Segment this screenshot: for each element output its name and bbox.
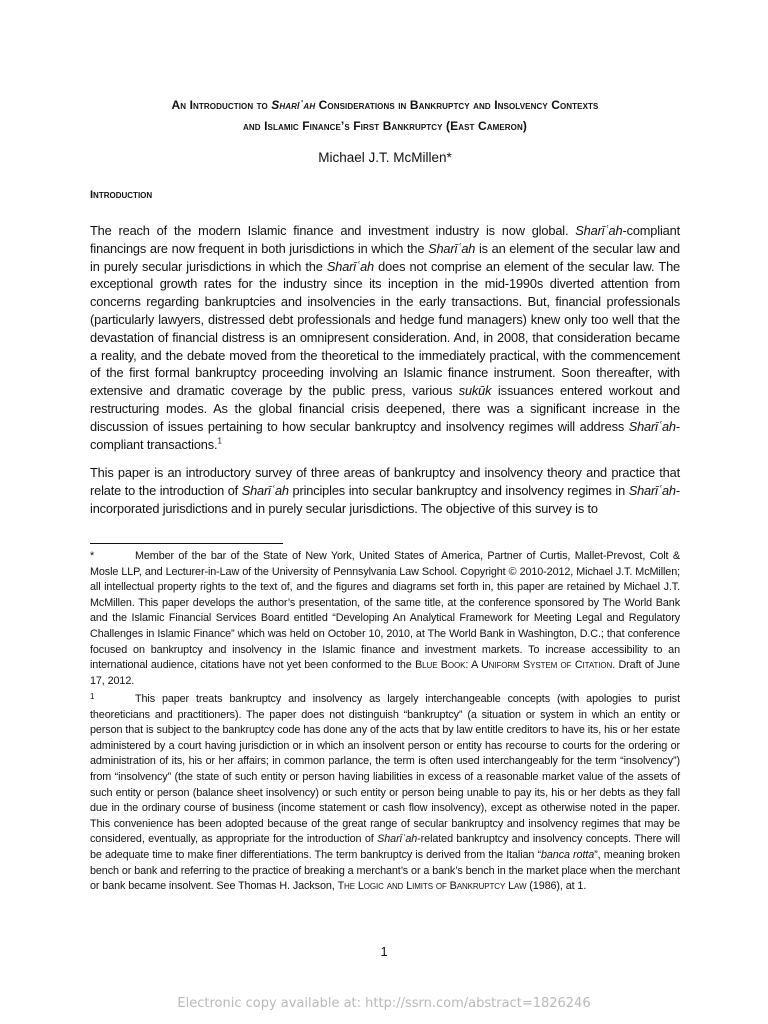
ssrn-footer-link[interactable]: Electronic copy available at: http://ssrn.com/abstract=1826246 xyxy=(177,996,591,1011)
text-run: This paper treats bankruptcy and insolvency as largely interchangeable concepts (with apologies to purist theoreticians and practitioners). The paper does not distinguish “bankruptcy” (a situation or system in which an entity or person that is subject to the bankruptcy code has done any of the acts that by law entitle creditors to have its, his or her estate administered by a court having jurisdiction or in which an insolvent person or entity has recourse to courts for the ordering or administration of its, his or her affairs; in common parlance, the term is often used interchangeably for the term “insolvency”) from “insolvency” (the state of such entity or person having liabilities in excess of a reasonable market value of the assets of such entity or person (balance sheet insolvency) or such entity or person being unable to pay its, his or her debts as they fall due in the ordinary course of business (income statement or cash flow insolvency), except as otherwise noted in the paper. This convenience has been adopted because of the great range of secular bankruptcy and insolvency regimes that may be considered, eventually, as appropriate for the introduction of xyxy=(90,693,680,846)
italic-term: Sharīʿah xyxy=(628,482,676,498)
title-text: An Introduction to xyxy=(171,98,272,112)
text-run: (1986), at 1. xyxy=(526,880,587,893)
text-run: The reach of the modern Islamic finance and investment industry is now global. xyxy=(90,223,576,238)
italic-term: Sharīʿah xyxy=(326,258,375,274)
text-run: . Draft of June 17, 2012. xyxy=(90,659,680,687)
author-name: Michael J.T. McMillen* xyxy=(318,150,452,165)
body-paragraph-1 xyxy=(90,222,680,453)
text-run: -compliant financings are now frequent in both jurisdictions in which the xyxy=(90,223,680,256)
footnote-1 xyxy=(90,692,680,895)
footnote-mark: 1 xyxy=(90,692,95,701)
title-text: Considerations in Bankruptcy and Insolvency Contexts xyxy=(315,98,599,112)
footnote-star xyxy=(90,549,680,689)
paper-title xyxy=(90,95,680,137)
italic-term: banca rotta xyxy=(540,848,595,861)
text-run: Member of the bar of the State of New York, United States of America, Partner of Curtis, Mallet-Prevost, Colt & Mosle LLP, and Lecturer-in-Law of the University of Pennsylvania Law School. Copyright © 2010-2012, Michael J.T. McMillen; all intellectual property rights to the text of, and the figures and diagrams set forth in, this paper are retained by Michael J.T. McMillen. This paper develops the author’s presentation, of the same title, at the conference sponsored by The World Bank and the Islamic Financial Services Board entitled “Developing An Analytical Framework for Meeting Legal and Regulatory Challenges in Islamic Finance” which was held on October 10, 2010, at The World Bank in Washington, D.C.; that conference focused on bankruptcy and insolvency in the Islamic finance and investment markets. To increase accessibility to an international audience, citations have not yet been conformed to the xyxy=(90,550,680,672)
footnote-mark: * xyxy=(90,550,95,562)
page-number: 1 xyxy=(380,944,388,959)
title-line-1 xyxy=(90,95,680,116)
footnote-divider xyxy=(90,543,283,544)
title-italic-term: Sharīʿah xyxy=(271,98,316,112)
text-run: issuances entered workout and restructuring modes. As the global financial crisis deepened, there was a significant increase in the discussion of issues pertaining to how secular bankruptcy and insolvency regimes will address xyxy=(90,383,680,434)
section-heading: Introduction xyxy=(90,189,153,201)
title-line-2: and Islamic Finance’s First Bankruptcy (East Cameron) xyxy=(243,119,527,133)
small-caps-citation: The Logic and Limits of Bankruptcy Law xyxy=(337,880,527,893)
italic-term: Sharīʿah xyxy=(241,482,289,498)
italic-term: Sharīʿah xyxy=(575,223,623,238)
text-run: -related bankruptcy and insolvency concepts. There will be adequate time to make finer differentiations. The term bankruptcy is derived from the Italian “ xyxy=(90,833,681,861)
italic-term: Sharīʿah xyxy=(428,240,476,256)
italic-term: sukūk xyxy=(458,383,492,399)
italic-term: Sharīʿah xyxy=(377,833,418,846)
small-caps-citation: Blue Book: A Uniform System of Citation xyxy=(415,659,613,672)
text-run: principles into secular bankruptcy and insolvency regimes in xyxy=(288,482,629,498)
footnote-ref[interactable]: 1 xyxy=(217,436,222,446)
italic-term: Sharīʿah xyxy=(628,418,676,434)
text-run: This paper is an introductory survey of three areas of bankruptcy and insolvency theory and practice that relate to the introduction of xyxy=(90,465,680,498)
text-run: ”, meaning broken bench or bank and referring to the practice of breaking a merchant’s or a bank’s bench in the market place when the merchant or bank became insolvent. See Thomas H. Jackson, xyxy=(90,848,681,893)
text-run: -incorporated jurisdictions and in purely secular jurisdictions. The objective of this survey is to xyxy=(90,482,680,516)
body-paragraph-2 xyxy=(90,464,680,517)
text-run: -compliant transactions. xyxy=(90,418,680,452)
text-run: is an element of the secular law and in purely secular jurisdictions in which the xyxy=(90,240,680,274)
text-run: does not comprise an element of the secular law. The exceptional growth rates for the industry since its inception in the mid-1990s diverted attention from concerns regarding bankruptcies and insolvencies in the early transactions. But, financial professionals (particularly lawyers, distressed debt professionals and hedge fund managers) knew only too well that the devastation of financial distress is an omnipresent consideration. And, in 2008, that consideration became a reality, and the debate moved from the theoretical to the immediately practical, with the commencement of the first formal bankruptcy proceeding involving an Islamic finance instrument. Soon thereafter, with extensive and dramatic coverage by the public press, various xyxy=(90,258,680,399)
